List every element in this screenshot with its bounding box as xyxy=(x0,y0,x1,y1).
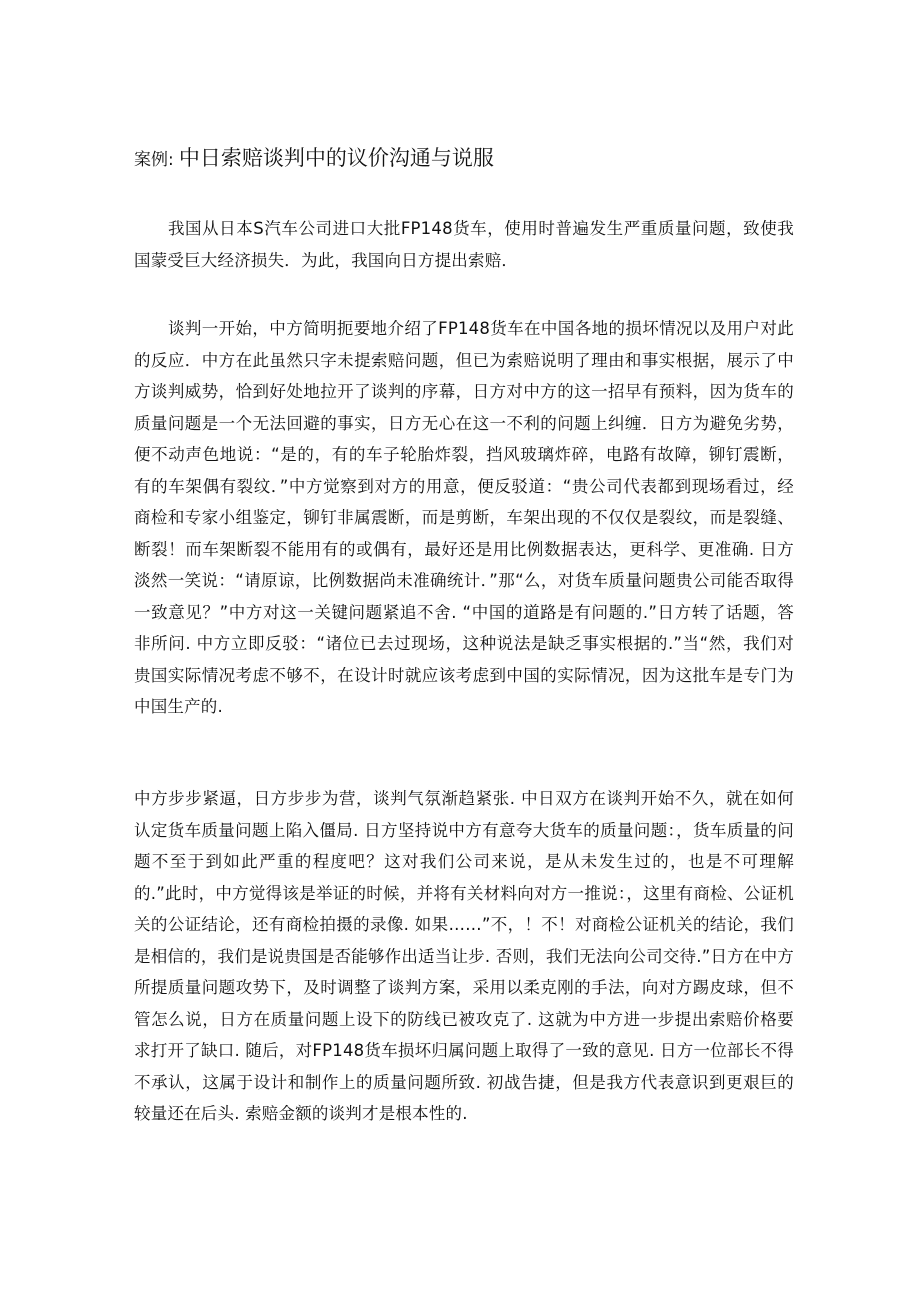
paragraph-negotiation-deadlock: 中方步步紧逼，日方步步为营，谈判气氛渐趋紧张. 中日双方在谈判开始不久，就在如何认定货车质量问题上陷入僵局. 日方坚持说中方有意夸大货车的质量问题：，货车质量的问题不至于到如此严重的程度吧？这对我们公司来说，是从未发生过的，也是不可理解的.”此时，中方觉得该是举证的时候，并将有关材料向对方一推说：，这里有商检、公证机关的公证结论，还有商检拍摄的录像. 如果……”不，！不！对商检公证机关的结论，我们是相信的，我们是说贵国是否能够作出适当让步. 否则，我们无法向公司交待.”日方在中方所提质量问题攻势下，及时调整了谈判方案，采用以柔克刚的手法，向对方踢皮球，但不管怎么说，日方在质量问题上设下的防线已被攻克了. 这就为中方进一步提出索赔价格要求打开了缺口. 随后，对FP148货车损坏归属问题上取得了一致的意见. 日方一位部长不得不承认，这属于设计和制作上的质量问题所致. 初战告捷，但是我方代表意识到更艰巨的较量还在后头. 索赔金额的谈判才是根本性的. xyxy=(134,789,794,1123)
title-prefix: 案例: xyxy=(134,150,174,170)
paragraph-intro: 我国从日本S汽车公司进口大批FP148货车，使用时普遍发生严重质量问题，致使我国蒙受巨大经济损失．为此，我国向日方提出索赔． xyxy=(134,219,794,270)
paragraph-negotiation-opening: 谈判一开始，中方简明扼要地介绍了FP148货车在中国各地的损坏情况以及用户对此的反应．中方在此虽然只字未提索赔问题，但已为索赔说明了理由和事实根据，展示了中方谈判威势，恰到好处地拉开了谈判的序幕，日方对中方的这一招早有预料，因为货车的质量问题是一个无法回避的事实，日方无心在这一不利的问题上纠缠．日方为避免劣势，便不动声色地说：“是的，有的车子轮胎炸裂，挡风玻璃炸碎，电路有故障，铆钉震断，有的车架偶有裂纹．”中方觉察到对方的用意，便反驳道：“贵公司代表都到现场看过，经商检和专家小组鉴定，铆钉非属震断，而是剪断，车架出现的不仅仅是裂纹，而是裂缝、断裂！而车架断裂不能用有的或偶有，最好还是用比例数据表达，更科学、更准确. 日方淡然一笑说：“请原谅，比例数据尚未准确统计．”那“么，对货车质量问题贵公司能否取得一致意见？”中方对这一关键问题紧追不舍. “中国的道路是有问题的.”日方转了话题，答非所问. 中方立即反驳：“诸位已去过现场，这种说法是缺乏事实根据的.”当“然，我们对贵国实际情况考虑不够不，在设计时就应该考虑到中国的实际情况，因为这批车是专门为中国生产的. xyxy=(134,319,794,716)
title-main: 中日索赔谈判中的议价沟通与说服 xyxy=(178,146,494,170)
document-title xyxy=(134,142,494,172)
